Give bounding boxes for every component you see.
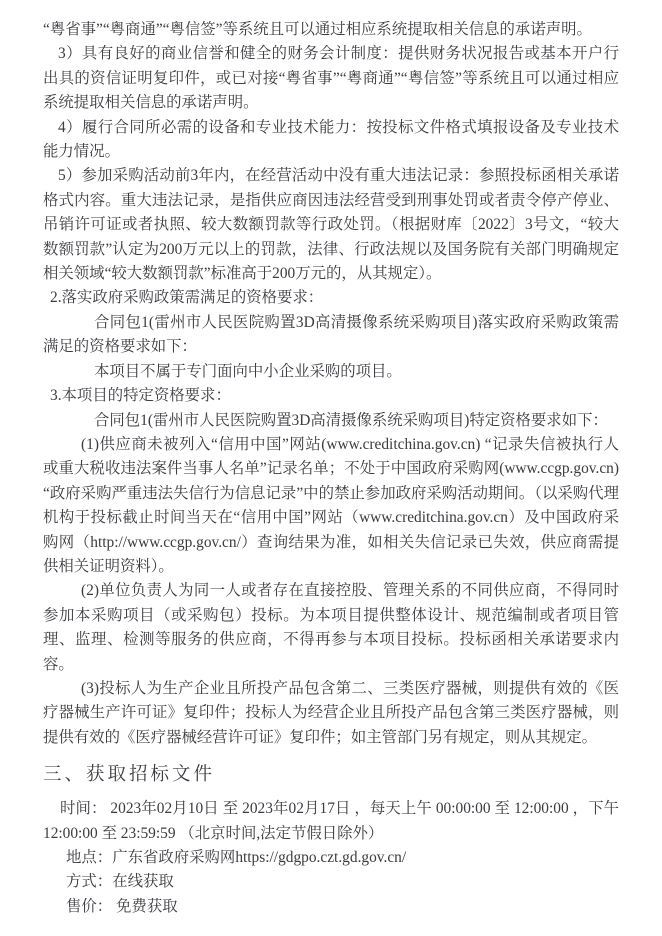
not-sme-project-note: 本项目不属于专门面向中小企业采购的项目。	[94, 362, 402, 380]
section-heading-obtain-tender-documents: 三、获取招标文件	[43, 765, 216, 786]
specific-item-3-medical-license: (3)投标人为生产企业且所投产品包含第二、三类医疗器械，则提供有效的《医疗器械生产许可证》复印件；投标人为经营企业且所投产品包含第三类医疗器械，则提供有效的《医疗器械经营许可证》复印件；如主管部门另有规定，则从其规定。	[43, 679, 619, 746]
qualification-item-3-credit: 3）具有良好的商业信誉和健全的财务会计制度：提供财务状况报告或基本开户行出具的资信证明复印件，或已对接“粤省事”“粤商通”“粤信签”等系统且可以通过相应系统提取相关信息的承诺声明。	[43, 45, 619, 112]
info-label-price: 售价：	[66, 897, 113, 915]
info-line-time	[43, 797, 623, 846]
info-value-method: 在线获取	[112, 873, 174, 891]
item-3-specific-requirements: 3.本项目的特定资格要求：	[50, 387, 231, 405]
item-2-policy-requirements: 2.落实政府采购政策需满足的资格要求：	[50, 289, 324, 307]
info-value-time: 2023年02月10日 至 2023年02月17日 ，每天上午 00:00:00 至 12:00:00 ，下午 12:00:00 至 23:59:59 （北京时间,法定节假日除外）	[43, 800, 623, 842]
specific-item-2-same-person: (2)单位负责人为同一人或者存在直接控股、管理关系的不同供应商，不得同时参加本采购项目（或采购包）投标。为本项目提供整体设计、规范编制或者项目管理、监理、检测等服务的供应商，不得再参与本项目投标。投标函相关承诺要求内容。	[43, 582, 619, 673]
info-label-method: 方式：	[66, 873, 113, 891]
contract-package-1-specific: 合同包1(雷州市人民医院购置3D高清摄像系统采购项目)特定资格要求如下：	[94, 411, 608, 429]
info-line-method	[43, 870, 619, 894]
info-value-location: 广东省政府采购网https://gdgpo.czt.gd.gov.cn/	[112, 849, 407, 866]
specific-item-1-credit-china: (1)供应商未被列入“信用中国”网站(www.creditchina.gov.cn) “记录失信被执行人或重大税收违法案件当事人名单”记录名单；不处于中国政府采购网(www.ccgp.gov.cn)“政府采购严重违法失信行为信息记录”中的禁止参加政府采购活动期间。（以采购代理机构于投标截止时间当天在“信用中国”网站（www.creditchina.gov.cn）及中国政府采购网（http://www.ccgp.gov.cn/）查询结果为准，如相关失信记录已失效，供应商需提供相关证明资料）。	[43, 435, 619, 575]
paragraph-systems-commitment: “粤省事”“粤商通”“粤信签”等系统且可以通过相应系统提取相关信息的承诺声明。	[43, 21, 592, 38]
qualification-item-5-no-violation: 5）参加采购活动前3年内，在经营活动中没有重大违法记录：参照投标函相关承诺格式内容。重大违法记录，是指供应商因违法经营受到刑事处罚或者责令停产停业、吊销许可证或者执照、较大数额罚款等行政处罚。（根据财库〔2022〕3号文，“较大数额罚款”认定为200万元以上的罚款，法律、行政法规以及国务院有关部门明确规定相关领域“较大数额罚款”标准高于200万元的，从其规定）。	[43, 167, 619, 283]
info-line-price	[43, 895, 619, 919]
contract-package-1-policy: 合同包1(雷州市人民医院购置3D高清摄像系统采购项目)落实政府采购政策需满足的资格要求如下：	[43, 313, 619, 356]
info-label-time: 时间：	[60, 800, 107, 818]
info-line-location	[43, 846, 619, 870]
info-value-price: 免费获取	[112, 897, 178, 915]
info-label-location: 地点：	[66, 849, 113, 866]
qualification-item-4-equipment: 4）履行合同所必需的设备和专业技术能力：按投标文件格式填报设备及专业技术能力情况。	[43, 118, 619, 161]
